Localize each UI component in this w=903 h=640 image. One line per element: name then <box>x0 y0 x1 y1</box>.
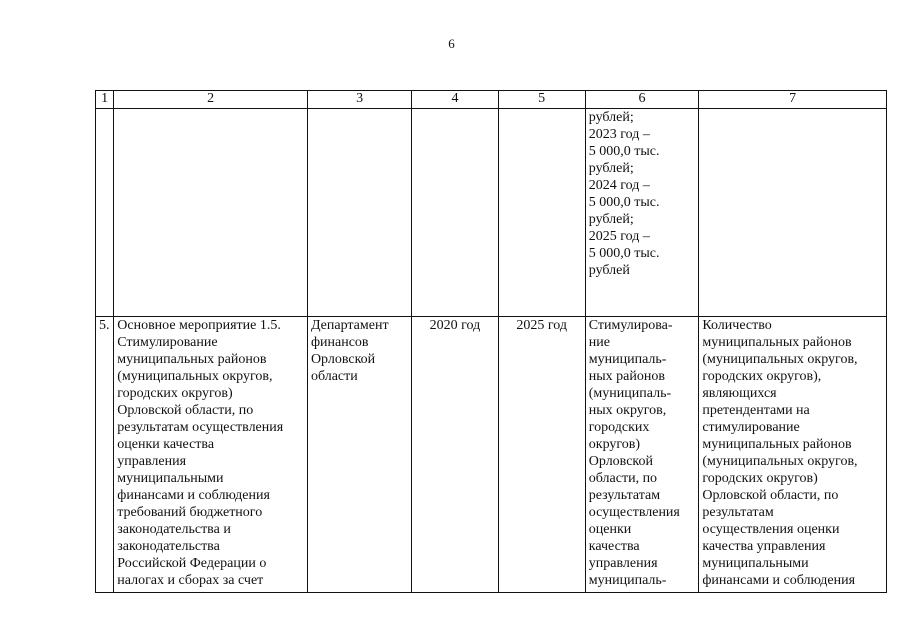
column-header-4: 4 <box>412 91 498 109</box>
cell-start-year <box>412 109 498 317</box>
cell-start-year: 2020 год <box>412 317 498 593</box>
cell-number <box>96 109 114 317</box>
cell-end-year <box>498 109 585 317</box>
column-header-2: 2 <box>114 91 308 109</box>
column-header-6: 6 <box>585 91 699 109</box>
cell-end-year: 2025 год <box>498 317 585 593</box>
column-header-5: 5 <box>498 91 585 109</box>
program-measures-table <box>95 90 887 593</box>
cell-indicator: Количество муниципальных районов (муниципальных округов, городских округов), являющихся претендентами на стимулирование муниципальных районов (муниципальных округов, городских округов) Орловской области, по результатам осуществления оценки качества управления муниципальными финансами и соблюдения <box>699 317 887 593</box>
cell-indicator <box>699 109 887 317</box>
cell-measure: Основное мероприятие 1.5. Стимулирование муниципальных районов (муниципальных округов, городских округов) Орловской области, по результатам осуществления оценки качества управления муниципальными финансами и соблюдения требований бюджетного законодательства и законодательства Российской Федерации о налогах и сборах за счет <box>114 317 308 593</box>
column-header-3: 3 <box>307 91 411 109</box>
cell-result: Стимулирова- ние муниципаль- ных районов (муниципаль- ных округов, городских округов) Орловской области, по результатам осуществления оценки качества управления муниципаль- <box>585 317 699 593</box>
cell-executor: Департамент финансов Орловской области <box>307 317 411 593</box>
table-header-row <box>96 91 887 109</box>
cell-result: рублей; 2023 год – 5 000,0 тыс. рублей; 2024 год – 5 000,0 тыс. рублей; 2025 год – 5 000,0 тыс. рублей <box>585 109 699 317</box>
page-number: 6 <box>448 36 455 51</box>
table-row-continuation <box>96 109 887 317</box>
cell-measure <box>114 109 308 317</box>
cell-executor <box>307 109 411 317</box>
column-header-7: 7 <box>699 91 887 109</box>
cell-number: 5. <box>96 317 114 593</box>
column-header-1: 1 <box>96 91 114 109</box>
table-row-5 <box>96 317 887 593</box>
